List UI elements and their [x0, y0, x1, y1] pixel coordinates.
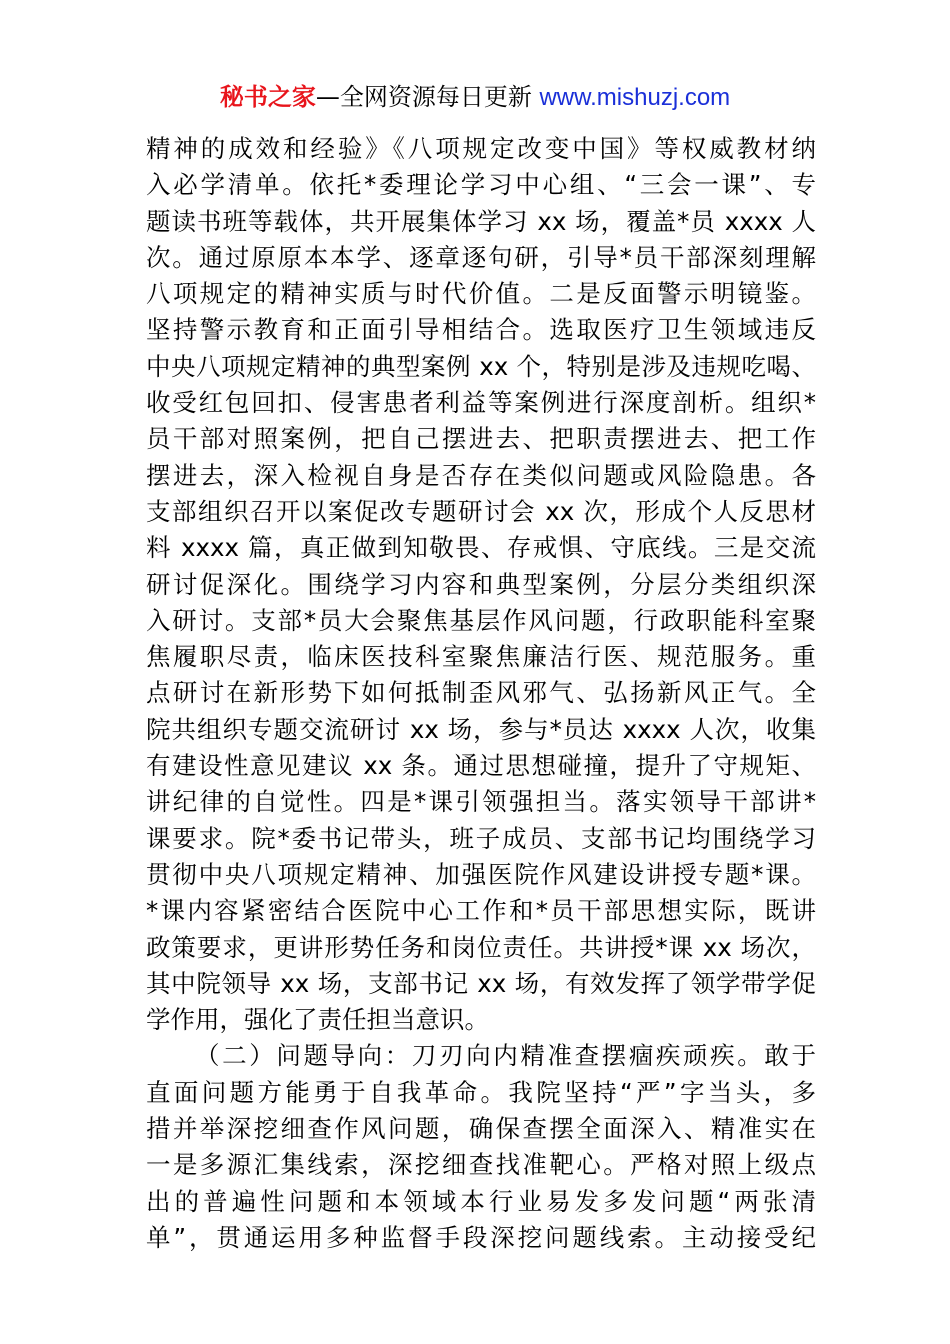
text-line: 贯彻中央八项规定精神、加强医院作风建设讲授专题*课。	[146, 859, 816, 889]
text-line: 摆进去，深入检视自身是否存在类似问题或风险隐患。各	[146, 460, 816, 490]
text-line: 研讨促深化。围绕学习内容和典型案例，分层分类组织深	[146, 569, 816, 599]
text-line: 料 xxxx 篇，真正做到知敬畏、存戒惧、守底线。三是交流	[146, 533, 816, 563]
text-line: 讲纪律的自觉性。四是*课引领强担当。落实领导干部讲*	[146, 787, 816, 817]
section-heading-line: （二）问题导向：刀刃向内精准查摆痼疾顽疾。敢于	[195, 1041, 816, 1071]
header-tagline: —全网资源每日更新	[315, 83, 540, 111]
text-line: 学作用，强化了责任担当意识。	[146, 1005, 489, 1035]
text-line: 有建设性意见建议 xx 条。通过思想碰撞，提升了守规矩、	[146, 751, 816, 781]
text-line: 中央八项规定精神的典型案例 xx 个，特别是涉及违规吃喝、	[146, 351, 816, 381]
document-body	[146, 131, 816, 1256]
text-line: 八项规定的精神实质与时代价值。二是反面警示明镜鉴。	[146, 279, 816, 309]
text-line: 单”，贯通运用多种监督手段深挖问题线索。主动接受纪	[146, 1222, 816, 1252]
website-url[interactable]: www.mishuzj.com	[539, 84, 731, 111]
text-line: *课内容紧密结合医院中心工作和*员干部思想实际，既讲	[146, 896, 816, 926]
text-line: 坚持警示教育和正面引导相结合。选取医疗卫生领域违反	[146, 315, 816, 345]
text-line: 其中院领导 xx 场，支部书记 xx 场，有效发挥了领学带学促	[146, 968, 816, 998]
text-line: 次。通过原原本本学、逐章逐句研，引导*员干部深刻理解	[146, 242, 816, 272]
text-line: 入必学清单。依托*委理论学习中心组、“三会一课”、专	[146, 170, 816, 200]
text-line: 院共组织专题交流研讨 xx 场，参与*员达 xxxx 人次，收集	[146, 714, 816, 744]
text-line: 员干部对照案例，把自己摆进去、把职责摆进去、把工作	[146, 424, 816, 454]
text-line: 收受红包回扣、侵害患者利益等案例进行深度剖析。组织*	[146, 388, 816, 418]
text-line: 支部组织召开以案促改专题研讨会 xx 次，形成个人反思材	[146, 496, 816, 526]
text-line: 精神的成效和经验》《八项规定改变中国》等权威教材纳	[146, 134, 816, 163]
text-line: 政策要求，更讲形势任务和岗位责任。共讲授*课 xx 场次，	[146, 932, 816, 962]
text-line: 措并举深挖细查作风问题，确保查摆全面深入、精准实在	[146, 1114, 816, 1144]
text-line: 点研讨在新形势下如何抵制歪风邪气、弘扬新风正气。全	[146, 678, 816, 708]
text-line: 入研讨。支部*员大会聚焦基层作风问题，行政职能科室聚	[146, 605, 816, 635]
site-header	[0, 82, 950, 113]
text-line: 题读书班等载体，共开展集体学习 xx 场，覆盖*员 xxxx 人	[146, 206, 816, 236]
text-line: 出的普遍性问题和本领域本行业易发多发问题“两张清	[146, 1186, 816, 1216]
text-line: 直面问题方能勇于自我革命。我院坚持“严”字当头，多	[146, 1077, 816, 1107]
brand-name: 秘书之家	[219, 83, 316, 111]
text-line: 焦履职尽责，临床医技科室聚焦廉洁行医、规范服务。重	[146, 642, 816, 672]
text-line: 一是多源汇集线索，深挖细查找准靶心。严格对照上级点	[146, 1150, 816, 1180]
text-line: 课要求。院*委书记带头，班子成员、支部书记均围绕学习	[146, 823, 816, 853]
